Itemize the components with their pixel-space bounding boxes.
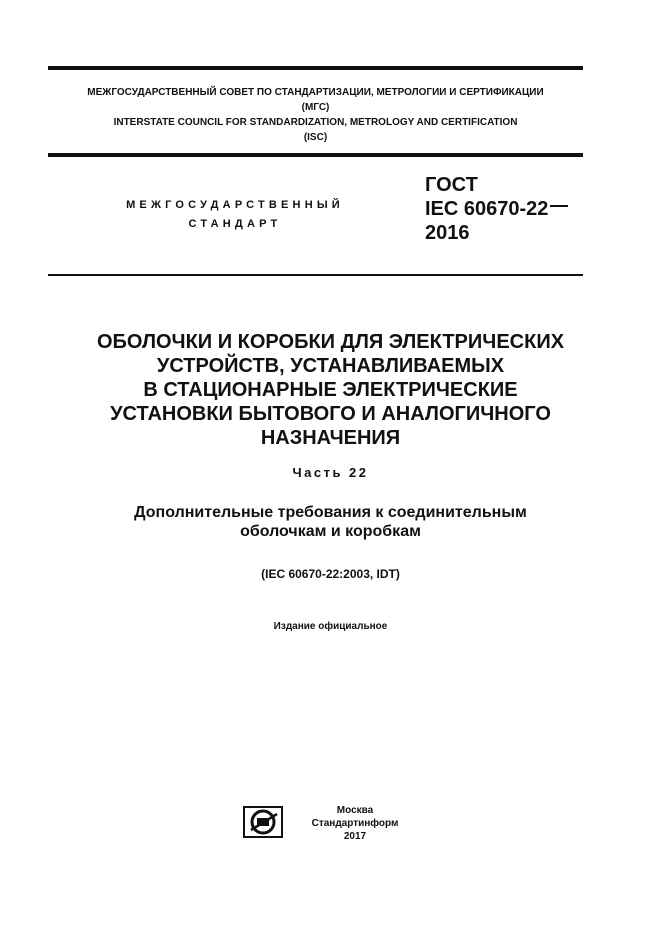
designation-year: 2016 <box>425 222 470 244</box>
title-line: В СТАЦИОНАРНЫЕ ЭЛЕКТРИЧЕСКИЕ <box>143 379 518 401</box>
designation-dash <box>550 205 568 207</box>
council-abbr-en: (ISC) <box>303 132 328 143</box>
standartinform-logo-icon <box>243 806 283 838</box>
document-title <box>40 330 621 450</box>
council-header <box>48 85 583 145</box>
part-label: Часть 22 <box>292 465 369 480</box>
header-rule <box>48 153 583 157</box>
standard-type-line1: МЕЖГОСУДАРСТВЕННЫЙ <box>126 199 344 211</box>
council-name-ru: МЕЖГОСУДАРСТВЕННЫЙ СОВЕТ ПО СТАНДАРТИЗАЦИИ, МЕТРОЛОГИИ И СЕРТИФИКАЦИИ <box>87 87 544 98</box>
designation-rule <box>48 274 583 276</box>
publisher-city: Москва <box>336 805 374 816</box>
publisher-name: Стандартинформ <box>311 818 399 829</box>
designation-number: IEC 60670-22 <box>425 198 549 220</box>
standard-designation <box>425 173 568 245</box>
publisher-year: 2017 <box>343 831 367 842</box>
council-name-en: INTERSTATE COUNCIL FOR STANDARDIZATION, METROLOGY AND CERTIFICATION <box>113 117 518 128</box>
edition-label: Издание официальное <box>273 621 388 632</box>
title-line: УСТАНОВКИ БЫТОВОГО И АНАЛОГИЧНОГО <box>110 403 551 425</box>
standard-type-line2: СТАНДАРТ <box>188 218 282 230</box>
title-line: ОБОЛОЧКИ И КОРОБКИ ДЛЯ ЭЛЕКТРИЧЕСКИХ <box>96 331 565 353</box>
subtitle-line2: оболочкам и коробкам <box>240 523 421 540</box>
subtitle-line1: Дополнительные требования к соединительным <box>134 504 527 521</box>
iec-reference: (IEC 60670-22:2003, IDT) <box>261 567 400 581</box>
publisher-block <box>300 804 410 843</box>
top-rule <box>48 66 583 70</box>
title-line: НАЗНАЧЕНИЯ <box>260 427 401 449</box>
designation-prefix: ГОСТ <box>425 174 478 196</box>
title-line: УСТРОЙСТВ, УСТАНАВЛИВАЕМЫХ <box>156 355 505 377</box>
council-abbr-ru: (МГС) <box>301 102 330 113</box>
standard-type <box>90 196 380 234</box>
document-subtitle <box>40 503 621 541</box>
